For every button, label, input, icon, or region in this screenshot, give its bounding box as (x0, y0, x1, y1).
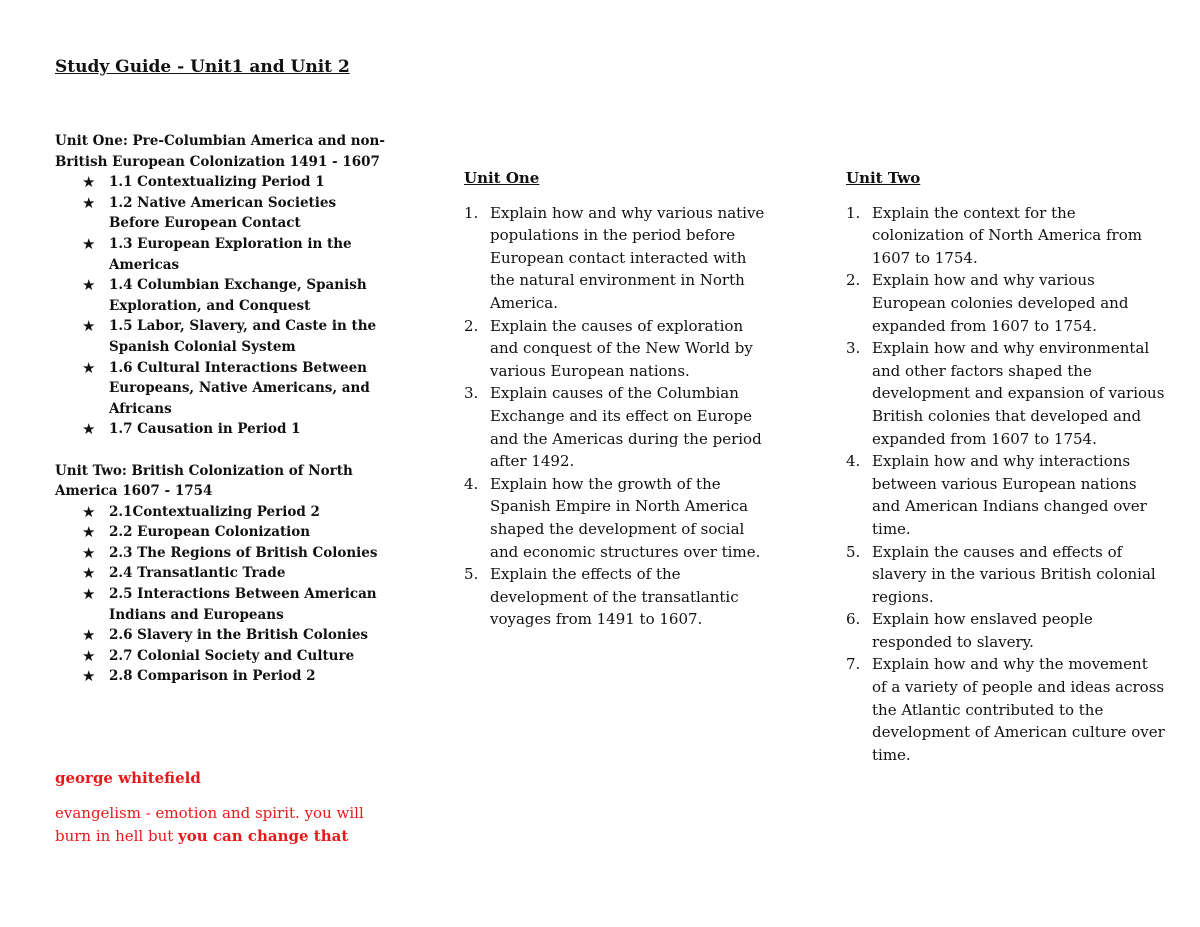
star-bullet-icon: ★ (82, 523, 96, 542)
topic-item (55, 172, 385, 193)
topic-label: 2.3 The Regions of British Colonies (109, 544, 378, 561)
unit-two-objectives-column (846, 167, 1166, 766)
objective-item (464, 315, 774, 383)
objective-number: 5. (464, 565, 479, 584)
star-bullet-icon: ★ (82, 585, 96, 604)
topic-item (55, 234, 385, 275)
objective-number: 2. (464, 316, 479, 335)
topics-column (55, 131, 385, 708)
objective-number: 7. (846, 655, 861, 674)
star-bullet-icon: ★ (82, 173, 96, 192)
topic-item (55, 193, 385, 234)
objective-text: Explain how the growth of the Spanish Empire in North America shaped the development of social and economic structures over time. (490, 474, 761, 561)
star-bullet-icon: ★ (82, 646, 96, 665)
topic-label: 1.2 Native American Societies Before European Contact (109, 194, 337, 232)
objective-number: 1. (464, 203, 479, 222)
unit-one-topic-list (55, 172, 385, 440)
star-bullet-icon: ★ (82, 667, 96, 686)
topic-label: 1.7 Causation in Period 1 (109, 421, 301, 438)
topic-label: 2.7 Colonial Society and Culture (109, 647, 355, 664)
star-bullet-icon: ★ (82, 564, 96, 583)
objective-text: Explain how enslaved people responded to slavery. (872, 610, 1093, 651)
topic-item (55, 419, 385, 440)
objective-item (846, 608, 1166, 653)
objective-number: 3. (846, 339, 861, 358)
objective-item (846, 541, 1166, 609)
objective-number: 3. (464, 384, 479, 403)
topic-label: 1.4 Columbian Exchange, Spanish Exploration, and Conquest (109, 277, 367, 314)
topic-item (55, 502, 385, 523)
objective-item (846, 450, 1166, 540)
unit-one-objectives-column (464, 167, 774, 631)
topic-item (55, 584, 385, 625)
topic-label: 1.1 Contextualizing Period 1 (109, 174, 325, 191)
star-bullet-icon: ★ (82, 234, 96, 253)
objective-item (846, 337, 1166, 450)
topic-label: 1.6 Cultural Interactions Between Europeans, Native Americans, and Africans (109, 359, 370, 417)
objective-number: 2. (846, 271, 861, 290)
topic-item (55, 625, 385, 646)
objective-item (846, 653, 1166, 766)
topic-label: 2.8 Comparison in Period 2 (109, 668, 316, 685)
objective-text: Explain how and why the movement of a variety of people and ideas across the Atlantic contributed to the development of American culture over time. (872, 655, 1165, 764)
unit-two-objectives-heading: Unit Two (846, 169, 921, 187)
topic-label: 1.3 European Exploration in the Americas (109, 235, 352, 273)
topic-label: 1.5 Labor, Slavery, and Caste in the Spanish Colonial System (109, 318, 377, 355)
topic-item (55, 316, 385, 357)
note-body-bold: you can change that (178, 826, 349, 845)
star-bullet-icon: ★ (82, 317, 96, 336)
note-heading: george whitefield (55, 769, 201, 787)
unit-one-topics-heading: Unit One: Pre-Columbian America and non-British European Colonization 1491 - 1607 (55, 133, 385, 170)
objective-item (464, 473, 774, 563)
objective-text: Explain the causes and effects of slavery in the various British colonial regions. (872, 542, 1156, 606)
topic-item (55, 358, 385, 420)
objective-number: 1. (846, 203, 861, 222)
topic-label: 2.1Contextualizing Period 2 (109, 503, 320, 520)
unit-two-topics-heading: Unit Two: British Colonization of North America 1607 - 1754 (55, 462, 353, 500)
topic-item (55, 275, 385, 316)
unit-two-objective-list (846, 202, 1166, 767)
star-bullet-icon: ★ (82, 358, 96, 377)
note-body (55, 802, 385, 847)
objective-item (846, 202, 1166, 270)
topic-label: 2.6 Slavery in the British Colonies (109, 627, 369, 644)
star-bullet-icon: ★ (82, 543, 96, 562)
star-bullet-icon: ★ (82, 193, 96, 212)
objective-item (846, 269, 1166, 337)
unit-two-topic-list (55, 502, 385, 687)
objective-text: Explain how and why various native populations in the period before European contact interacted with the natural environment in North America. (490, 203, 765, 312)
objective-text: Explain the context for the colonization of North America from 1607 to 1754. (872, 203, 1142, 267)
star-bullet-icon: ★ (82, 626, 96, 645)
objective-text: Explain the effects of the development of the transatlantic voyages from 1491 to 1607. (490, 565, 739, 629)
star-bullet-icon: ★ (82, 276, 96, 295)
objective-text: Explain how and why interactions between various European nations and American Indians changed over time. (872, 452, 1147, 538)
objective-text: Explain causes of the Columbian Exchange and its effect on Europe and the Americas during the period after 1492. (490, 384, 762, 471)
unit-one-objective-list (464, 202, 774, 631)
objective-item (464, 202, 774, 315)
topic-item (55, 522, 385, 543)
objective-number: 5. (846, 542, 861, 561)
star-bullet-icon: ★ (82, 420, 96, 439)
topic-label: 2.5 Interactions Between American Indians and Europeans (109, 586, 377, 623)
page-title: Study Guide - Unit1 and Unit 2 (55, 57, 350, 77)
note-body-plain: evangelism - emotion and spirit. you will burn in hell but (55, 804, 364, 845)
star-bullet-icon: ★ (82, 502, 96, 521)
topic-item (55, 646, 385, 667)
topic-label: 2.2 European Colonization (109, 524, 311, 541)
objective-text: Explain the causes of exploration and conquest of the New World by various European nations. (490, 316, 753, 380)
topic-label: 2.4 Transatlantic Trade (109, 565, 286, 582)
topic-item (55, 563, 385, 584)
topic-item (55, 543, 385, 564)
objective-item (464, 382, 774, 472)
objective-item (464, 563, 774, 631)
unit-one-objectives-heading: Unit One (464, 169, 540, 187)
objective-number: 6. (846, 610, 861, 629)
objective-number: 4. (464, 474, 479, 493)
objective-text: Explain how and why environmental and other factors shaped the development and expansion of various British colonies that developed and expanded from 1607 to 1754. (872, 339, 1165, 448)
topic-item (55, 666, 385, 687)
objective-number: 4. (846, 452, 861, 471)
objective-text: Explain how and why various European colonies developed and expanded from 1607 to 1754. (872, 271, 1129, 335)
